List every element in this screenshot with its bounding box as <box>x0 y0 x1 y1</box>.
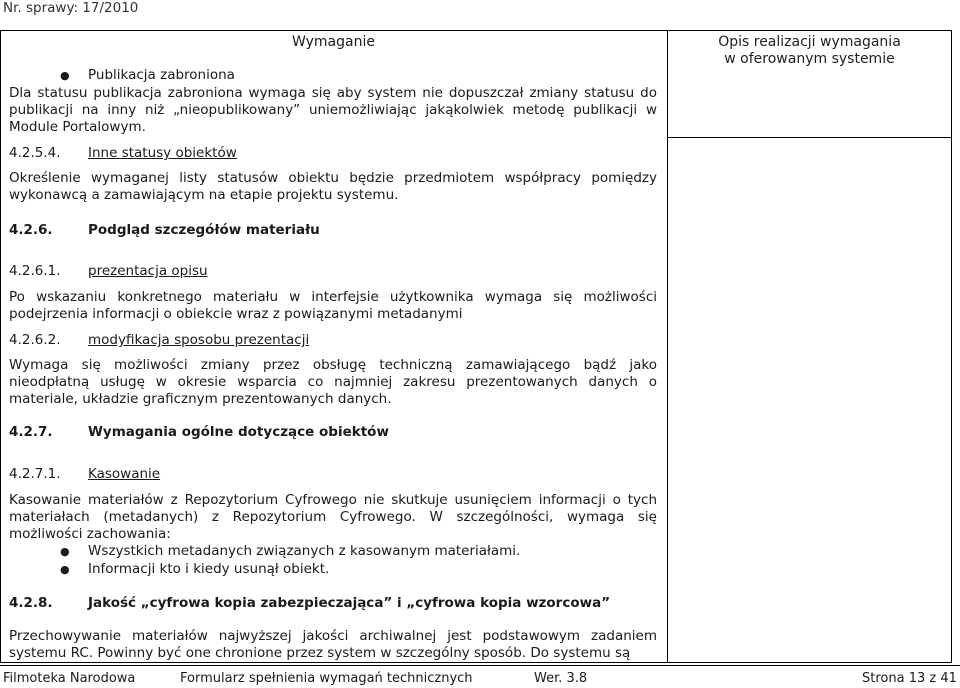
header-divider <box>667 137 952 138</box>
column-header-implementation <box>667 34 952 68</box>
section-title-4262: modyfikacja sposobu prezentacji <box>88 332 310 348</box>
paragraph-4254: Określenie wymaganej listy statusów obiektu będzie przedmiotem współpracy pomiędzy wykonawcą a zamawiającym na etapie projektu systemu. <box>9 170 657 203</box>
section-title-428: Jakość „cyfrowa kopia zabezpieczająca” i „cyfrowa kopia wzorcowa” <box>88 595 611 611</box>
section-number-4261: 4.2.6.1. <box>9 263 61 279</box>
bullet-metadata: Wszystkich metadanych związanych z kasowanym materiałami. <box>88 543 521 559</box>
section-number-4271: 4.2.7.1. <box>9 466 61 482</box>
column-header-requirement: Wymaganie <box>292 34 375 50</box>
section-title-4254: Inne statusy obiektów <box>88 145 237 161</box>
section-title-426: Podgląd szczegółów materiału <box>88 222 320 238</box>
section-title-4271: Kasowanie <box>88 466 161 482</box>
footer-divider <box>0 665 960 666</box>
paragraph-428: Przechowywanie materiałów najwyższej jakości archiwalnej jest podstawowym zadaniem systemu RC. Powinny być one chronione przez system w szczególny sposób. Do systemu są <box>9 628 657 661</box>
column-header-implementation-line2: w oferowanym systemie <box>724 51 895 67</box>
bullet-icon: ● <box>60 563 70 576</box>
document-number: Nr. sprawy: 17/2010 <box>3 0 139 16</box>
paragraph-4271: Kasowanie materiałów z Repozytorium Cyfrowego nie skutkuje usunięciem informacji o tych materiałach (metadanych) z Repozytorium Cyfrowego. W szczególności, wymaga się możliwości zachowania: <box>9 492 657 542</box>
paragraph-4261: Po wskazaniu konkretnego materiału w interfejsie użytkownika wymaga się możliwości podejrzenia informacji o obiekcie wraz z powiązanymi metadanymi <box>9 289 657 322</box>
bullet-icon: ● <box>60 545 70 558</box>
bullet-who-deleted: Informacji kto i kiedy usunął obiekt. <box>88 561 330 577</box>
section-number-4254: 4.2.5.4. <box>9 145 61 161</box>
footer-version: Wer. 3.8 <box>534 671 588 686</box>
section-title-4261: prezentacja opisu <box>88 263 208 279</box>
column-header-implementation-line1: Opis realizacji wymagania <box>718 34 901 50</box>
footer-form-title: Formularz spełnienia wymagań technicznych <box>180 671 473 686</box>
section-number-4262: 4.2.6.2. <box>9 332 61 348</box>
paragraph-published-blocked: Dla statusu publikacja zabroniona wymaga się aby system nie dopuszczał zmiany statusu do publikacji na inny niż „nieopublikowany” uniemożliwiając jakąkolwiek metodę publikacji w Module Portalowym. <box>9 85 657 135</box>
bullet-published-blocked: Publikacja zabroniona <box>88 67 235 83</box>
section-number-427: 4.2.7. <box>9 424 53 440</box>
paragraph-4262: Wymaga się możliwości zmiany przez obsługę techniczną zamawiającego bądź jako nieodpłatną usługę w okresie wsparcia co najmniej zakresu prezentowanych danych o materiale, układzie graficznym prezentowanych danych. <box>9 357 657 407</box>
column-divider <box>667 30 668 663</box>
section-number-428: 4.2.8. <box>9 595 53 611</box>
footer-page-number: Strona 13 z 41 <box>862 671 957 686</box>
section-number-426: 4.2.6. <box>9 222 53 238</box>
section-title-427: Wymagania ogólne dotyczące obiektów <box>88 424 389 440</box>
footer-organization: Filmoteka Narodowa <box>3 671 136 686</box>
bullet-icon: ● <box>60 69 70 82</box>
